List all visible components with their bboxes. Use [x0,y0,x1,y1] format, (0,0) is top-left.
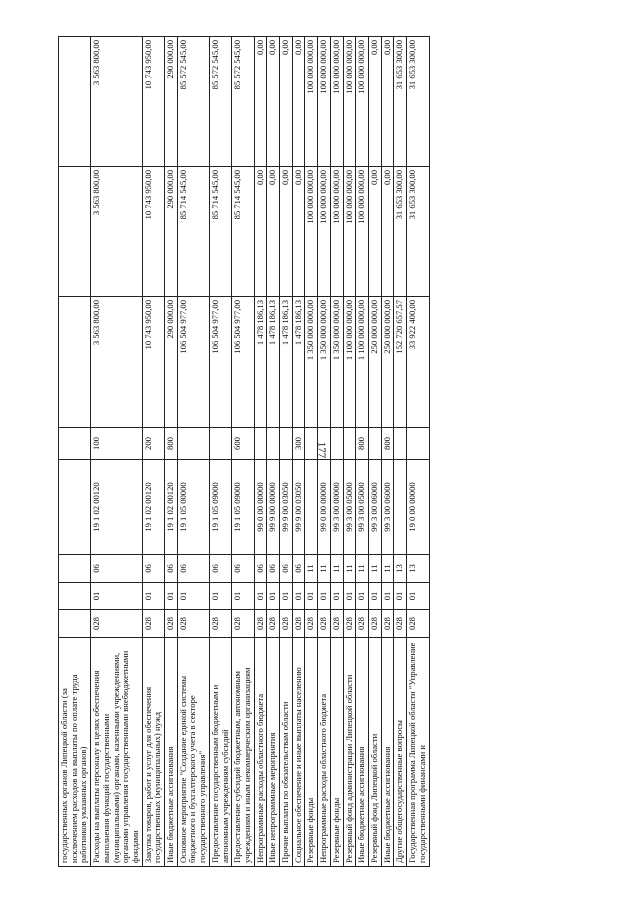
section-code-cell: 01 [368,583,381,610]
amount-year2-cell: 100 000 000,00 [318,167,331,297]
table-row [292,37,305,867]
amount-year1-cell: 106 504 977,00 [232,297,254,428]
subsection-code-cell: 06 [267,555,280,583]
table-row [394,37,407,867]
section-code-cell: 01 [165,583,178,610]
target-article-cell: 99 3 00 05000 [356,460,369,555]
amount-year1-cell: 10 743 950,00 [142,297,164,428]
section-code-cell: 01 [356,583,369,610]
amount-year1-cell: 250 000 000,00 [381,297,394,428]
amount-year3-cell: 3 563 800,00 [91,37,143,167]
amount-year1-cell: 106 504 977,00 [209,297,231,428]
amount-year1-cell: 33 922 400,00 [407,297,429,428]
section-code-cell: 01 [305,583,318,610]
amount-year1-cell: 290 000,00 [165,297,178,428]
subsection-code-cell: 13 [394,555,407,583]
section-code-cell: 01 [142,583,164,610]
ministry-code-cell: 028 [165,610,178,638]
amount-year3-cell: 10 743 950,00 [142,37,164,167]
target-article-cell: 19 1 02 00120 [165,460,178,555]
amount-year3-cell: 0,00 [368,37,381,167]
row-name-cell: государственных органов Липецкой области (за исключением расходов на выплаты по оплате труда работников указанных органов) [59,638,91,867]
section-code-cell: 01 [280,583,293,610]
subsection-code-cell: 06 [232,555,254,583]
target-article-cell: 19 1 05 00000 [177,460,209,555]
table-row [209,37,231,867]
expense-type-cell [59,428,91,460]
amount-year2-cell [59,167,91,297]
ministry-code-cell: 028 [394,610,407,638]
amount-year2-cell: 0,00 [381,167,394,297]
subsection-code-cell: 06 [292,555,305,583]
section-code-cell: 01 [254,583,267,610]
budget-table [58,36,430,867]
amount-year2-cell: 31 653 300,00 [394,167,407,297]
ministry-code-cell: 028 [280,610,293,638]
amount-year3-cell: 0,00 [292,37,305,167]
amount-year3-cell: 85 572 545,00 [232,37,254,167]
target-article-cell: 19 1 02 00120 [142,460,164,555]
amount-year1-cell: 1 478 186,13 [292,297,305,428]
target-article-cell: 99 3 00 00000 [330,460,343,555]
expense-type-cell [305,428,318,460]
table-row [142,37,164,867]
expense-type-cell: 100 [91,428,143,460]
row-name-cell: Закупка товаров, работ и услуг для обеспечения государственных (муниципальных) нужд [142,638,164,867]
table-row [232,37,254,867]
amount-year2-cell: 10 743 950,00 [142,167,164,297]
subsection-code-cell: 11 [343,555,356,583]
amount-year2-cell: 0,00 [368,167,381,297]
expense-type-cell [177,428,209,460]
ministry-code-cell [59,610,91,638]
expense-type-cell [407,428,429,460]
ministry-code-cell: 028 [368,610,381,638]
amount-year2-cell: 100 000 000,00 [330,167,343,297]
subsection-code-cell: 06 [254,555,267,583]
subsection-code-cell: 11 [305,555,318,583]
target-article-cell: 99 0 00 00000 [318,460,331,555]
target-article-cell: 99 3 00 06000 [368,460,381,555]
table-row [318,37,331,867]
amount-year3-cell: 100 000 000,00 [305,37,318,167]
subsection-code-cell: 11 [318,555,331,583]
table-row [407,37,429,867]
amount-year3-cell: 100 000 000,00 [330,37,343,167]
expense-type-cell [368,428,381,460]
target-article-cell: 99 9 00 00000 [267,460,280,555]
ministry-code-cell: 028 [142,610,164,638]
amount-year3-cell: 0,00 [267,37,280,167]
row-name-cell: Прочие выплаты по обязательствам области [280,638,293,867]
ministry-code-cell: 028 [330,610,343,638]
row-name-cell: Непрограммные расходы областного бюджета [254,638,267,867]
amount-year2-cell: 0,00 [254,167,267,297]
section-code-cell: 01 [232,583,254,610]
target-article-cell: 99 3 00 06000 [381,460,394,555]
amount-year3-cell: 0,00 [280,37,293,167]
target-article-cell: 19 0 00 00000 [407,460,429,555]
section-code-cell: 01 [343,583,356,610]
amount-year1-cell: 1 478 186,13 [267,297,280,428]
row-name-cell: Иные непрограммные мероприятия [267,638,280,867]
target-article-cell: 19 1 05 09000 [209,460,231,555]
row-name-cell: Основное мероприятие "Создание единой системы бюджетного и бухгалтерского учета в секторе государственного управления" [177,638,209,867]
amount-year3-cell: 85 572 545,00 [209,37,231,167]
row-name-cell: Иные бюджетные ассигнования [381,638,394,867]
ministry-code-cell: 028 [318,610,331,638]
amount-year2-cell: 0,00 [267,167,280,297]
section-code-cell: 01 [267,583,280,610]
expense-type-cell [209,428,231,460]
amount-year1-cell: 1 100 000 000,00 [356,297,369,428]
row-name-cell: Резервные фонды [330,638,343,867]
section-code-cell: 01 [318,583,331,610]
subsection-code-cell: 13 [407,555,429,583]
amount-year2-cell: 100 000 000,00 [343,167,356,297]
target-article-cell [394,460,407,555]
amount-year2-cell: 3 563 800,00 [91,167,143,297]
row-name-cell: Предоставление субсидий бюджетным, автономным учреждениям и иным некоммерческим организациям [232,638,254,867]
ministry-code-cell: 028 [292,610,305,638]
subsection-code-cell: 11 [381,555,394,583]
subsection-code-cell: 11 [330,555,343,583]
table-row [343,37,356,867]
amount-year3-cell: 290 000,00 [165,37,178,167]
ministry-code-cell: 028 [177,610,209,638]
section-code-cell: 01 [381,583,394,610]
amount-year2-cell: 31 653 300,00 [407,167,429,297]
row-name-cell: Социальное обеспечение и иные выплаты населению [292,638,305,867]
ministry-code-cell: 028 [343,610,356,638]
amount-year1-cell: 1 478 186,13 [254,297,267,428]
target-article-cell: 99 9 00 03050 [280,460,293,555]
row-name-cell: Предоставление государственным бюджетным и автономным учреждениям субсидий [209,638,231,867]
amount-year2-cell: 0,00 [280,167,293,297]
ministry-code-cell: 028 [254,610,267,638]
table-row [381,37,394,867]
expense-type-cell: 200 [142,428,164,460]
amount-year1-cell: 1 100 000 000,00 [343,297,356,428]
subsection-code-cell: 11 [356,555,369,583]
table-row [368,37,381,867]
expense-type-cell: 800 [356,428,369,460]
subsection-code-cell: 11 [368,555,381,583]
section-code-cell: 01 [209,583,231,610]
section-code-cell [59,583,91,610]
amount-year2-cell: 85 714 545,00 [232,167,254,297]
row-name-cell: Непрограммные расходы областного бюджета [318,638,331,867]
amount-year3-cell: 31 653 300,00 [394,37,407,167]
amount-year1-cell: 106 504 977,00 [177,297,209,428]
amount-year1-cell: 1 350 000 000,00 [318,297,331,428]
row-name-cell: Расходы на выплаты персоналу в целях обеспечения выполнения функций государственными (муниципальными) органами, казенными учреждениями, органами управления государственными внебюджетными фондами [91,638,143,867]
section-code-cell: 01 [91,583,143,610]
amount-year2-cell: 85 714 545,00 [209,167,231,297]
expense-type-cell [254,428,267,460]
table-row [177,37,209,867]
target-article-cell: 99 0 00 00000 [254,460,267,555]
table-row [280,37,293,867]
row-name-cell: Другие общегосударственные вопросы [394,638,407,867]
table-row [165,37,178,867]
ministry-code-cell: 028 [381,610,394,638]
amount-year2-cell: 85 714 545,00 [177,167,209,297]
amount-year1-cell [59,297,91,428]
expense-type-cell [267,428,280,460]
section-code-cell: 01 [407,583,429,610]
ministry-code-cell: 028 [407,610,429,638]
table-row [356,37,369,867]
expense-type-cell: 800 [381,428,394,460]
subsection-code-cell: 06 [165,555,178,583]
subsection-code-cell: 06 [91,555,143,583]
table-row [267,37,280,867]
amount-year3-cell [59,37,91,167]
row-name-cell: Государственная программа Липецкой области "Управление государственными финансами и [407,638,429,867]
amount-year3-cell: 100 000 000,00 [343,37,356,167]
amount-year3-cell: 0,00 [254,37,267,167]
amount-year1-cell: 1 350 000 000,00 [330,297,343,428]
amount-year1-cell: 3 563 800,00 [91,297,143,428]
section-code-cell: 01 [330,583,343,610]
table-row [330,37,343,867]
budget-table-body [59,37,430,867]
target-article-cell [59,460,91,555]
ministry-code-cell: 028 [209,610,231,638]
row-name-cell: Иные бюджетные ассигнования [165,638,178,867]
amount-year3-cell: 31 653 300,00 [407,37,429,167]
table-row [59,37,91,867]
amount-year2-cell: 0,00 [292,167,305,297]
ministry-code-cell: 028 [91,610,143,638]
table-row [305,37,318,867]
row-name-cell: Резервный фонд администрации Липецкой области [343,638,356,867]
target-article-cell [305,460,318,555]
ministry-code-cell: 028 [356,610,369,638]
expense-type-cell [394,428,407,460]
amount-year1-cell: 250 000 000,00 [368,297,381,428]
expense-type-cell [330,428,343,460]
amount-year3-cell: 100 000 000,00 [318,37,331,167]
target-article-cell: 19 1 05 09000 [232,460,254,555]
amount-year1-cell: 152 720 657,57 [394,297,407,428]
subsection-code-cell [59,555,91,583]
ministry-code-cell: 028 [232,610,254,638]
subsection-code-cell: 06 [209,555,231,583]
amount-year2-cell: 290 000,00 [165,167,178,297]
amount-year2-cell: 100 000 000,00 [305,167,318,297]
subsection-code-cell: 06 [142,555,164,583]
subsection-code-cell: 06 [177,555,209,583]
amount-year3-cell: 0,00 [381,37,394,167]
row-name-cell: Резервный фонд Липецкой области [368,638,381,867]
ministry-code-cell: 028 [267,610,280,638]
ministry-code-cell: 028 [305,610,318,638]
amount-year2-cell: 100 000 000,00 [356,167,369,297]
row-name-cell: Иные бюджетные ассигнования [356,638,369,867]
target-article-cell: 19 1 02 00120 [91,460,143,555]
target-article-cell: 99 9 00 03050 [292,460,305,555]
section-code-cell: 01 [394,583,407,610]
expense-type-cell [280,428,293,460]
amount-year3-cell: 85 572 545,00 [177,37,209,167]
table-row [91,37,143,867]
page-number: 177 [315,441,328,459]
expense-type-cell: 300 [292,428,305,460]
amount-year1-cell: 1 478 186,13 [280,297,293,428]
expense-type-cell: 600 [232,428,254,460]
target-article-cell: 99 3 00 05000 [343,460,356,555]
section-code-cell: 01 [177,583,209,610]
section-code-cell: 01 [292,583,305,610]
expense-type-cell [343,428,356,460]
table-row [254,37,267,867]
subsection-code-cell: 06 [280,555,293,583]
row-name-cell: Резервные фонды [305,638,318,867]
expense-type-cell [318,428,331,460]
amount-year3-cell: 100 000 000,00 [356,37,369,167]
expense-type-cell: 800 [165,428,178,460]
amount-year1-cell: 1 350 000 000,00 [305,297,318,428]
